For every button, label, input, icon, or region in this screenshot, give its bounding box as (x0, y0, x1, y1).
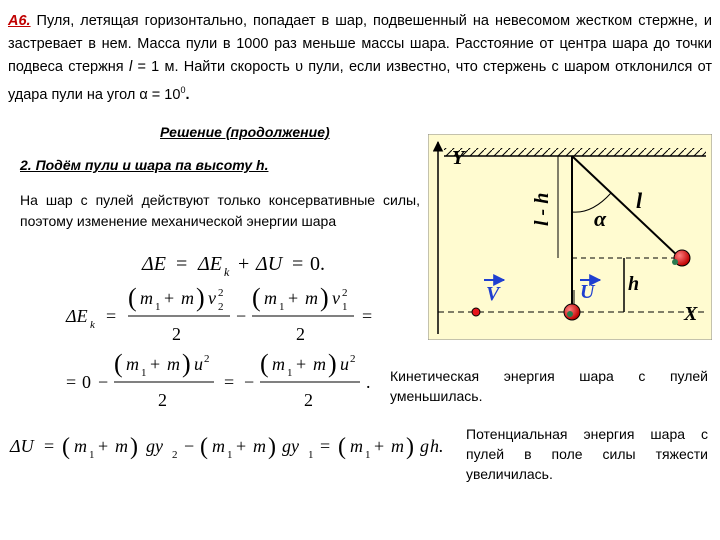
svg-text:m: m (126, 354, 139, 374)
ceiling-hatch (444, 148, 706, 156)
svg-text:+: + (164, 288, 175, 308)
formulas (0, 240, 720, 470)
svg-text:1: 1 (227, 449, 233, 461)
svg-text:1: 1 (308, 449, 314, 461)
svg-text:1: 1 (141, 367, 147, 379)
svg-text:2: 2 (172, 324, 181, 344)
svg-text:(: ( (114, 349, 123, 378)
svg-text:): ) (328, 349, 337, 378)
svg-text:m: m (350, 436, 363, 456)
svg-text:2: 2 (342, 287, 348, 299)
svg-text:=: = (44, 436, 55, 456)
potential-energy-note: Потенциальная энергия шара с пулей в поле силы тяжести увеличилась. (466, 426, 708, 482)
svg-text:): ) (130, 434, 138, 460)
svg-text:v: v (332, 288, 340, 308)
problem-number: А6. (8, 13, 31, 29)
svg-text:+: + (236, 436, 247, 456)
kinetic-energy-note: Кинетическая энергия шара с пулей уменьшилась. (390, 368, 708, 404)
svg-text:2: 2 (218, 301, 224, 313)
svg-text:m: m (212, 436, 225, 456)
svg-text:m: m (264, 288, 277, 308)
step-heading: 2. Подём пули и шара па высоту h. (20, 157, 269, 173)
svg-text:m: m (115, 436, 128, 456)
svg-text:1: 1 (342, 301, 348, 313)
svg-text:(: ( (338, 434, 346, 460)
height-label: h (628, 273, 640, 295)
svg-text:+: + (150, 354, 161, 374)
svg-text:): ) (196, 283, 205, 312)
svg-text:g: g (420, 436, 429, 456)
svg-text:2: 2 (158, 390, 167, 410)
svg-text:m: m (140, 288, 153, 308)
svg-text:m: m (74, 436, 87, 456)
kinetic-change-equation (65, 283, 372, 344)
svg-text:2: 2 (172, 449, 178, 461)
svg-text:(: ( (62, 434, 70, 460)
svg-text:2: 2 (304, 390, 313, 410)
svg-text:1: 1 (155, 301, 161, 313)
svg-text:ΔE: ΔE (66, 306, 88, 326)
svg-text:+: + (374, 436, 385, 456)
svg-text:+: + (98, 436, 109, 456)
svg-text:k: k (224, 265, 230, 279)
svg-text:gy: gy (146, 436, 163, 456)
svg-text:u: u (340, 354, 349, 374)
svg-text:(: ( (200, 434, 208, 460)
axis-y-label: Y (452, 147, 465, 169)
svg-text:1: 1 (365, 449, 371, 461)
svg-text:1: 1 (89, 449, 95, 461)
svg-text:−: − (244, 372, 255, 392)
svg-text:2: 2 (218, 287, 224, 299)
svg-text:m: m (167, 354, 180, 374)
problem-statement: А6. Пуля, летящая горизонтально, попадает в шар, подвешенный на невесомом жестком стержне, и застревает в нем. Масса пули в 1000 раз меньше массы шара. Расстояние от центра шара до точки подвеса стержня l = 1 м. Найти скорость υ пули, если известно, что стержень с шаром отклонился от удара пули на угол $\alpha = 10^0$. (8, 13, 712, 103)
alpha-label: α (594, 206, 607, 231)
svg-text:2: 2 (204, 353, 210, 365)
svg-text:): ) (406, 434, 414, 460)
svg-text:m: m (181, 288, 194, 308)
svg-text:v: v (208, 288, 216, 308)
svg-text:2: 2 (350, 353, 356, 365)
kinetic-result-equation (66, 349, 371, 410)
svg-text:m: m (305, 288, 318, 308)
svg-text:+: + (288, 288, 299, 308)
svg-text:k: k (90, 319, 95, 331)
svg-text:m: m (272, 354, 285, 374)
svg-text:m: m (391, 436, 404, 456)
svg-text:0: 0 (82, 372, 91, 392)
svg-text:): ) (320, 283, 329, 312)
svg-text:gy: gy (282, 436, 299, 456)
svg-text:=: = (66, 372, 77, 392)
svg-text:(: ( (260, 349, 269, 378)
svg-text:.: . (366, 372, 371, 392)
energy-equation (141, 253, 325, 279)
svg-text:=: = (292, 253, 304, 275)
svg-text:m: m (253, 436, 266, 456)
svg-text:=: = (176, 253, 188, 275)
potential-change-equation (9, 434, 444, 461)
svg-text:u: u (194, 354, 203, 374)
svg-text:=: = (362, 306, 373, 326)
svg-text:1: 1 (279, 301, 285, 313)
svg-text:): ) (182, 349, 191, 378)
svg-text:ΔU: ΔU (10, 436, 34, 456)
svg-text:m: m (313, 354, 326, 374)
svg-text:(: ( (252, 283, 261, 312)
svg-text:ΔE: ΔE (198, 253, 222, 275)
svg-text:+: + (296, 354, 307, 374)
svg-text:): ) (268, 434, 276, 460)
length-label: l (636, 188, 643, 213)
svg-text:h.: h. (430, 436, 444, 456)
svg-text:=: = (224, 372, 235, 392)
svg-text:−: − (236, 306, 247, 326)
l-minus-h-label: l - h (531, 192, 553, 226)
svg-text:ΔU: ΔU (256, 253, 283, 275)
svg-text:0.: 0. (310, 253, 325, 275)
svg-text:(: ( (128, 283, 137, 312)
solution-title: Решение (продолжение) (160, 124, 330, 140)
svg-text:−: − (98, 372, 109, 392)
v-label: V (486, 283, 500, 305)
svg-text:=: = (106, 306, 117, 326)
u-label: U (580, 281, 595, 303)
svg-text:−: − (184, 436, 195, 456)
svg-text:=: = (320, 436, 331, 456)
svg-text:2: 2 (296, 324, 305, 344)
svg-text:+: + (238, 253, 250, 275)
solution-paragraph: На шар с пулей действуют только консервативные силы, поэтому изменение механической энергии шара (20, 192, 420, 229)
axis-x-label: X (684, 303, 698, 325)
svg-text:ΔE: ΔE (142, 253, 166, 275)
svg-text:1: 1 (287, 367, 293, 379)
